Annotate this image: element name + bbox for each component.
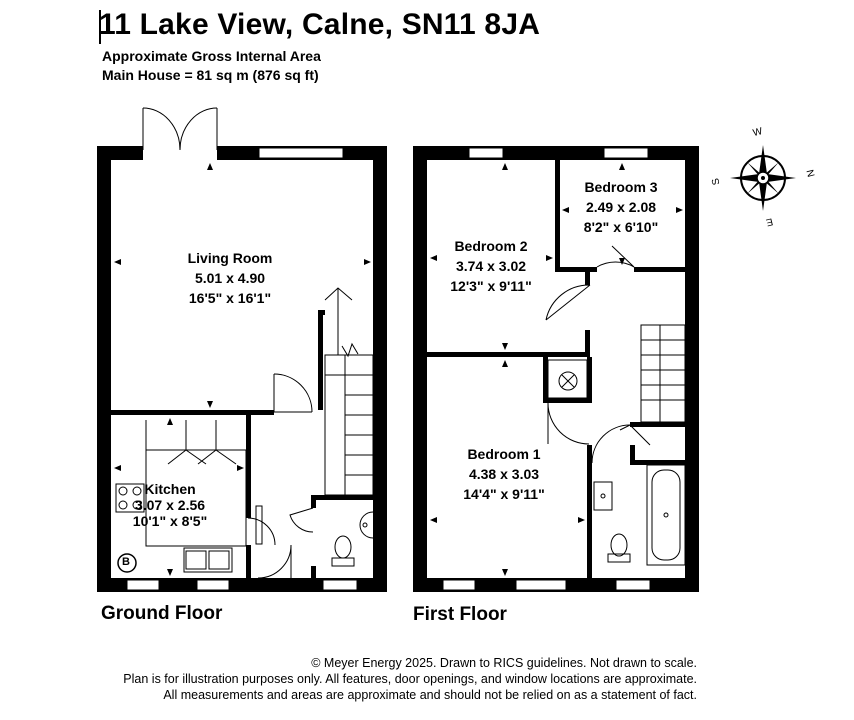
boiler-badge: B — [122, 556, 130, 568]
bedroom-3-name: Bedroom 3 — [584, 179, 658, 195]
bedroom-2-label — [431, 236, 551, 296]
ground-floor-door-arcs — [248, 374, 313, 578]
living-room-name: Living Room — [187, 250, 273, 266]
living-room-imperial: 16'5" x 16'1" — [188, 290, 272, 306]
compass-south-label: S — [710, 176, 723, 187]
french-doors — [143, 108, 217, 150]
first-floor-wc-icon — [608, 534, 630, 562]
bedroom-2-name: Bedroom 2 — [454, 238, 528, 254]
bedroom-1-label — [444, 444, 564, 504]
ground-floor-internal-walls — [111, 310, 373, 578]
living-room-label — [170, 248, 290, 308]
living-room-metric: 5.01 x 4.90 — [194, 270, 266, 286]
kitchen-metric: 3.07 x 2.56 — [134, 497, 206, 513]
bedroom-2-metric: 3.74 x 3.02 — [455, 258, 527, 274]
footer-disclaimer-1: Plan is for illustration purposes only. All features, door openings, and window locations are approximate. — [123, 672, 697, 686]
cylinder-cupboard — [548, 360, 587, 398]
bedroom-1-metric: 4.38 x 3.03 — [468, 466, 540, 482]
bath-icon — [647, 465, 685, 565]
basin-icon — [360, 512, 373, 538]
area-value: Main House = 81 sq m (876 sq ft) — [102, 67, 319, 83]
kitchen-imperial: 10'1" x 8'5" — [132, 513, 208, 529]
compass-rose-icon — [730, 145, 796, 211]
wc-icon — [332, 536, 354, 566]
bedroom-2-imperial: 12'3" x 9'11" — [450, 278, 532, 294]
ground-floor-stairs — [325, 288, 373, 495]
footer-disclaimer-2: All measurements and areas are approximate and should not be relied on as a statement of fact. — [163, 688, 697, 702]
area-caption: Approximate Gross Internal Area — [102, 48, 321, 64]
bedroom-1-name: Bedroom 1 — [467, 446, 541, 462]
page-title: 11 Lake View, Calne, SN11 8JA — [99, 8, 541, 41]
first-floor-label: First Floor — [413, 604, 507, 625]
bedroom-3-imperial: 8'2" x 6'10" — [583, 219, 659, 235]
bedroom-3-metric: 2.49 x 2.08 — [585, 199, 657, 215]
compass-east-label: E — [764, 215, 774, 228]
compass-north-label: N — [803, 168, 816, 179]
kitchen-label — [115, 481, 225, 529]
first-floor-stairs — [641, 325, 685, 422]
ground-floor-label: Ground Floor — [101, 603, 223, 624]
kitchen-name: Kitchen — [144, 481, 196, 497]
footer-copyright: © Meyer Energy 2025. Drawn to RICS guidelines. Not drawn to scale. — [311, 656, 697, 670]
compass-west-label: W — [751, 126, 764, 139]
bedroom-3-label — [566, 177, 676, 237]
bedroom-1-imperial: 14'4" x 9'11" — [463, 486, 545, 502]
first-floor-basin-icon — [594, 482, 612, 510]
